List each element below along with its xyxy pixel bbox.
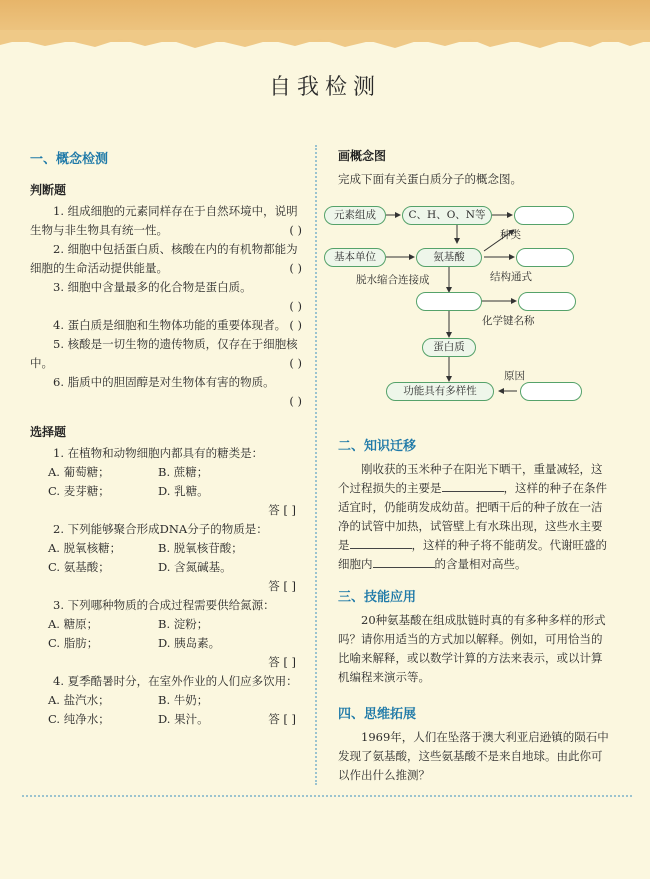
judge-answer-blank[interactable]: ( ) <box>289 261 302 275</box>
choice-item <box>30 596 302 672</box>
choice-question: 1. 在植物和动物细胞内都具有的糖类是： <box>53 446 264 460</box>
choice-item <box>30 672 302 729</box>
concept-map-instruction: 完成下面有关蛋白质分子的概念图。 <box>338 172 522 186</box>
judge-question: 1. 组成细胞的元素同样存在于自然环境中，说明生物与非生物具有统一性。 <box>30 204 298 237</box>
judge-answer-blank[interactable]: ( ) <box>289 318 302 332</box>
section-3-text: 20种氨基酸在组成肽链时真的有多种多样的形式吗？请你用适当的方式加以解释。例如，可用恰当的比喻来解释，或以数学计算的方法来表示，或以计算机编程来演示等。 <box>338 613 606 684</box>
judge-question: 2. 细胞中包括蛋白质、核酸在内的有机物都能为细胞的生命活动提供能量。 <box>30 242 298 275</box>
choice-question: 3. 下列哪种物质的合成过程需要供给氮源： <box>53 598 275 612</box>
section-3 <box>338 586 612 687</box>
judge-answer-blank[interactable]: ( ) <box>289 299 302 313</box>
blank-node-cause[interactable] <box>520 382 582 401</box>
section-4-text: 1969年，人们在坠落于澳大利亚启逊镇的陨石中发现了氨基酸，这些氨基酸不是来自地球。由此你可以作出什么推测？ <box>338 730 609 782</box>
choice-item <box>30 444 302 520</box>
judge-question: 5. 核酸是一切生物的遗传物质，仅存在于细胞核中。 <box>30 337 298 370</box>
option-d[interactable]: D. 胰岛素。 <box>158 636 221 650</box>
section-thinking-extension: 四、思维拓展 <box>338 707 417 722</box>
option-d[interactable]: D. 含氮碱基。 <box>158 560 232 574</box>
judge-question: 4. 蛋白质是细胞和生物体功能的重要体现者。 <box>53 318 287 332</box>
page-title: 自我检测 <box>268 75 381 100</box>
option-c[interactable]: C. 麦芽糖； <box>48 484 110 498</box>
option-a[interactable]: A. 糖原； <box>48 617 99 631</box>
section-2 <box>338 435 612 574</box>
section-2-text: 刚收获的玉米种子在阳光下晒干，重量减轻，这个过程损失的主要是 ，这样的种子在条件适宜时，仍能萌发成幼苗。把晒干后的种子放在一洁净的试管中加热，试管壁上有水珠出现，这些水主要是 ，这样的种子将不能萌发。代谢旺盛的细胞内 的含量相对高些。 <box>338 462 607 571</box>
judge-answer-blank[interactable]: ( ) <box>289 223 302 237</box>
choice-options-row <box>30 615 302 634</box>
option-a[interactable]: A. 盐汽水； <box>48 693 110 707</box>
option-b[interactable]: B. 蔗糖； <box>158 465 209 479</box>
label-bond: 化学键名称 <box>482 315 535 327</box>
choice-question: 2. 下列能够聚合形成DNA分子的物质是： <box>53 522 268 536</box>
choice-options-row <box>30 539 302 558</box>
right-column <box>334 143 612 782</box>
node-diversity: 功能具有多样性 <box>386 382 494 401</box>
judge-item <box>30 316 302 335</box>
blank-node-polypeptide[interactable] <box>416 292 482 311</box>
torn-paper-edge <box>0 30 650 58</box>
option-c[interactable]: C. 纯净水； <box>48 712 110 726</box>
choice-options-row <box>30 691 302 710</box>
fill-blank[interactable] <box>350 536 412 549</box>
judge-question: 3. 细胞中含量最多的化合物是蛋白质。 <box>53 280 252 294</box>
judge-answer-blank[interactable]: ( ) <box>289 356 302 370</box>
section-knowledge-transfer: 二、知识迁移 <box>338 439 417 454</box>
judge-item <box>30 240 302 278</box>
blank-node-formula[interactable] <box>516 248 574 267</box>
judge-heading: 判断题 <box>30 183 67 197</box>
node-protein: 蛋白质 <box>422 338 476 357</box>
bottom-dotted-rule <box>22 795 632 797</box>
option-c[interactable]: C. 脂肪； <box>48 636 99 650</box>
answer-bracket[interactable]: 答 [ ] <box>268 712 296 726</box>
choice-options-row <box>30 463 302 482</box>
section-4 <box>338 703 612 785</box>
label-cause: 原因 <box>504 370 525 382</box>
section-skill-application: 三、技能应用 <box>338 590 417 605</box>
option-b[interactable]: B. 淀粉； <box>158 617 209 631</box>
node-elements: 元素组成 <box>324 206 386 225</box>
option-d[interactable]: D. 乳糖。 <box>158 484 209 498</box>
judge-item <box>30 335 302 373</box>
option-a[interactable]: A. 葡萄糖； <box>48 465 110 479</box>
fill-blank[interactable] <box>442 479 504 492</box>
choice-options-row <box>30 634 302 653</box>
blank-node-bond[interactable] <box>518 292 576 311</box>
choice-heading: 选择题 <box>30 425 67 439</box>
option-b[interactable]: B. 牛奶； <box>158 693 209 707</box>
option-b[interactable]: B. 脱氧核苷酸； <box>158 541 243 555</box>
judge-answer-blank[interactable]: ( ) <box>289 394 302 408</box>
choice-options-row <box>30 710 302 729</box>
choice-options-row <box>30 558 302 577</box>
concept-map <box>324 205 614 413</box>
label-kind: 种类 <box>500 229 521 241</box>
label-formula: 结构通式 <box>490 271 532 283</box>
judge-item <box>30 373 302 411</box>
node-unit: 基本单位 <box>324 248 386 267</box>
node-chon: C、H、O、N等 <box>402 206 492 225</box>
choice-item <box>30 520 302 596</box>
choice-options-row <box>30 482 302 501</box>
left-column <box>30 143 302 729</box>
section-concept-check: 一、概念检测 <box>30 152 109 167</box>
concept-map-heading: 画概念图 <box>338 149 387 163</box>
answer-bracket[interactable]: 答 [ ] <box>268 503 296 517</box>
answer-bracket[interactable]: 答 [ ] <box>268 579 296 593</box>
blank-node-kind[interactable] <box>514 206 574 225</box>
judge-item <box>30 278 302 316</box>
column-divider <box>315 145 317 785</box>
node-amino-acid: 氨基酸 <box>416 248 482 267</box>
choice-question: 4. 夏季酷暑时分，在室外作业的人们应多饮用： <box>53 674 298 688</box>
option-d[interactable]: D. 果汁。 <box>158 712 209 726</box>
fill-blank[interactable] <box>373 555 435 568</box>
answer-bracket[interactable]: 答 [ ] <box>268 655 296 669</box>
option-a[interactable]: A. 脱氧核糖； <box>48 541 122 555</box>
label-dehydration: 脱水缩合连接成 <box>356 274 430 286</box>
judge-item <box>30 202 302 240</box>
option-c[interactable]: C. 氨基酸； <box>48 560 110 574</box>
judge-question: 6. 脂质中的胆固醇是对生物体有害的物质。 <box>53 375 275 389</box>
